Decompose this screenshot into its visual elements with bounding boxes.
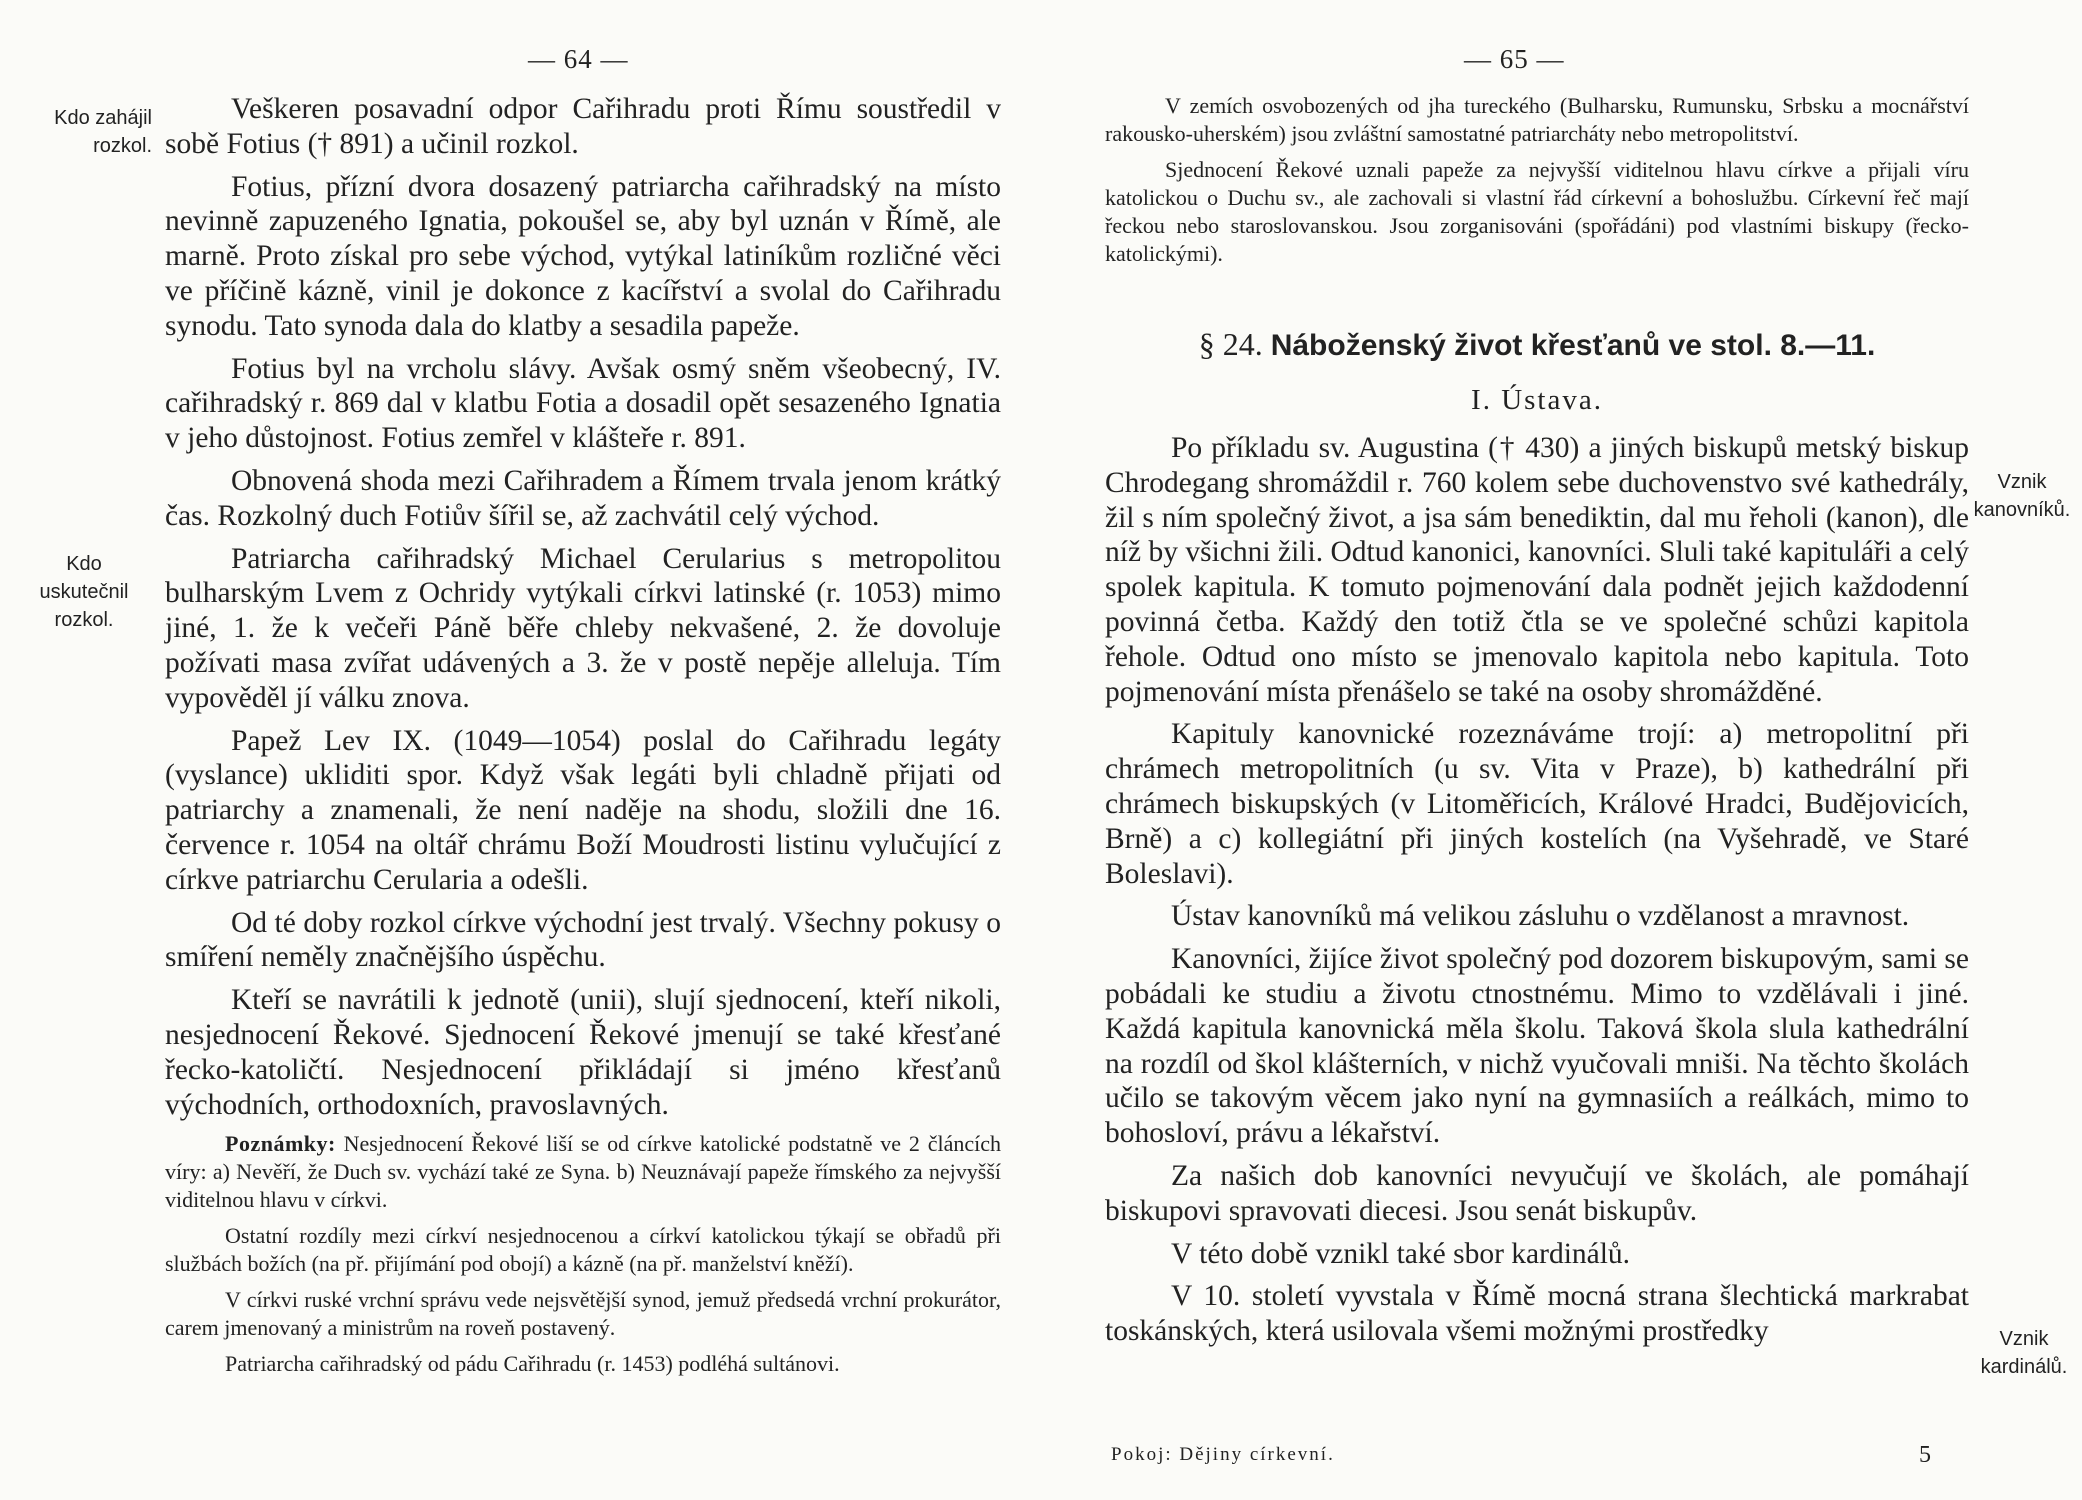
page-footer	[1111, 1444, 1961, 1466]
note-paragraph: Patriarcha cařihradský od pádu Cařihradu (r. 1453) podléhá sultánovi.	[225, 1351, 840, 1377]
paragraph: Obnovená shoda mezi Cařihradem a Římem trvala jenom krátký čas. Rozkolný duch Fotiův šířil se, až zachvátil celý východ.	[165, 464, 1001, 532]
section-heading	[1105, 324, 1969, 366]
right-text-column	[1105, 92, 1969, 1357]
page-number-left: — 64 —	[528, 44, 629, 74]
footer-title: Pokoj: Dějiny církevní.	[1111, 1444, 1335, 1465]
right-page	[1042, 0, 2082, 1500]
paragraph: Od té doby rozkol církve východní jest trvalý. Všechny pokusy o smíření neměly značnějšího úspěchu.	[165, 906, 1001, 974]
note-paragraph: Ostatní rozdíly mezi církví nesjednocenou a církví katolickou týkají se obřadů při službách božích (na př. přijímání pod obojí) a kázně (na př. manželství kněží).	[165, 1223, 1001, 1277]
margin-note-kardinalu: Vznik kardinálů.	[1980, 1328, 2068, 1378]
subsection-heading: I. Ústava.	[1471, 384, 1603, 416]
paragraph: Ústav kanovníků má velikou zásluhu o vzdělanost a mravnost.	[1171, 900, 1910, 933]
paragraph: Fotius, přízní dvora dosazený patriarcha cařihradský na místo nevinně zapuzeného Ignatia, pokoušel se, aby byl uznán v Římě, ale marně. Proto získal pro sebe východ, vytýkal latiníkům rozličné věci ve příčině kázně, vinil je dokonce z kacířství a svolal do Cařihradu synodu. Tato synoda dala do klatby a sesadila papeže.	[165, 170, 1001, 342]
paragraph: V této době vznikl také sbor kardinálů.	[1171, 1237, 1631, 1270]
notes-label: Poznámky:	[225, 1131, 336, 1157]
paragraph: Veškeren posavadní odpor Cařihradu proti Římu soustředil v sobě Fotius († 891) a učinil rozkol.	[165, 93, 1001, 160]
paragraph: Kteří se navrátili k jednotě (unii), slují sjednocení, kteří nikoli, nesjednocení Řekové. Sjednocení Řekové jmenují se také křesťané řecko-katoličtí. Nesjednocení přikládají si jméno křesťanů východních, orthodoxních, pravoslavných.	[165, 984, 1001, 1121]
paragraph: Za našich dob kanovníci nevyučují ve školách, ale pomáhají biskupovi spravovati diecesi. Jsou senát biskupův.	[1105, 1159, 1969, 1227]
section-number: § 24.	[1198, 326, 1263, 362]
margin-note-kanovniku: Vznik kanovníků.	[1973, 471, 2071, 521]
small-paragraph: V zemích osvobozených od jha tureckého (Bulharsku, Rumunsku, Srbsku a mocnářství rakousko-uherském) jsou zvláštní samostatné patriarcháty nebo metropolitství.	[1105, 93, 1969, 146]
paragraph: Fotius byl na vrcholu slávy. Avšak osmý sněm všeobecný, IV. cařihradský r. 869 dal v klatbu Fotia a dosadil opět sesazeného Ignatia v jeho důstojnost. Fotius zemřel v klášteře r. 891.	[165, 352, 1001, 455]
section-title: Náboženský život křesťanů ve stol. 8.—11.	[1270, 329, 1876, 362]
notes-paragraph	[165, 1130, 1001, 1214]
left-page	[0, 0, 1040, 1500]
paragraph: Kapituly kanovnické rozeznáváme trojí: a) metropolitní při chrámech metropolitních (u sv. Vita v Praze), b) kathedrální při chrámech biskupských (v Litoměřicích, Králové Hradci, Budějovicích, Brně) a c) kollegiátní při jiných kostelích (na Vyšehradě, ve Staré Boleslavi).	[1105, 718, 1969, 890]
paragraph: Kanovníci, žijíce život společný pod dozorem biskupovým, sami se pobádali ke studiu a životu ctnostnému. Mimo to vzdělávali i jiné. Každá kapitula kanovnická měla školu. Taková škola slula kathedrální na rozdíl od škol klášterních, v nichž vyučovali mniši. Na těchto školách učilo se takovým věcem jako nyní na gymnasiích a reálkách, mimo to bohosloví, právu a lékařství.	[1105, 943, 1969, 1150]
left-text-column	[165, 92, 1001, 1386]
note-text: Nesjednocení Řekové liší se od církve katolické podstatně ve 2 článcích víry: a) Nevěří, že Duch sv. vychází také ze Syna. b) Neuznávají papeže římského za nejvyšší viditelnou hlavu v církvi.	[165, 1131, 1002, 1213]
small-paragraph: Sjednocení Řekové uznali papeže za nejvyšší viditelnou hlavu církve a přijali víru katolickou o Duchu sv., ale zachovali si vlastní řád církevní a bohoslužbu. Církevní řeč mají řeckou nebo staroslovanskou. Jsou zorganisováni (spořádáni) pod vlastními biskupy (řecko-katolickými).	[1105, 157, 1969, 266]
page-number-right: — 65 —	[1464, 44, 1565, 74]
margin-note-uskutecnil: Kdo uskutečnil rozkol.	[39, 553, 129, 631]
margin-note-zahajil: Kdo zahájil rozkol.	[54, 107, 152, 157]
paragraph: Po příkladu sv. Augustina († 430) a jiných biskupů metský biskup Chrodegang shromáždil r. 760 kolem sebe duchovenstvo své kathedrály, žil s ním společný život, a jsa sám benediktin, dal mu řeholi (kanon), dle níž by všichni žili. Odtud kanonici, kanovníci. Sluli také kapituláři a celý spolek kapitula. K tomuto pojmenování dala podnět jejich každodenní povinná četba. Každý den totiž čtla se ve společné schůzi kapitola řehole. Odtud ono místo se jmenovalo kapitola nebo kapitula. Toto pojmenování místa přenášelo se také na osoby shromážděné.	[1105, 432, 1969, 708]
paragraph: V 10. století vyvstala v Římě mocná strana šlechtická markrabat toskánských, která usilovala všemi možnými prostředky	[1105, 1280, 1969, 1348]
signature-mark: 5	[1919, 1442, 1931, 1468]
paragraph: Papež Lev IX. (1049—1054) poslal do Cařihradu legáty (vyslance) ukliditi spor. Když však legáti byli chladně přijati od patriarchy a znamenali, že není naděje na shodu, složili dne 16. července r. 1054 na oltář chrámu Boží Moudrosti listinu vylučující z církve patriarchu Cerularia a odešli.	[165, 724, 1001, 896]
note-paragraph: V církvi ruské vrchní správu vede nejsvětější synod, jemuž předsedá vrchní prokurátor, carem jmenovaný a ministrům na roveň postavený.	[165, 1287, 1001, 1341]
paragraph: Patriarcha cařihradský Michael Cerularius s metropolitou bulharským Lvem z Ochridy vytýkali církvi latinské (r. 1053) mimo jiné, 1. že k večeři Páně běře chleby nekvašené, 2. že dovoluje požívati masa zvířat udávených a 3. že v postě nepěje alleluja. Tím vypověděl jí válku znova.	[165, 542, 1001, 714]
